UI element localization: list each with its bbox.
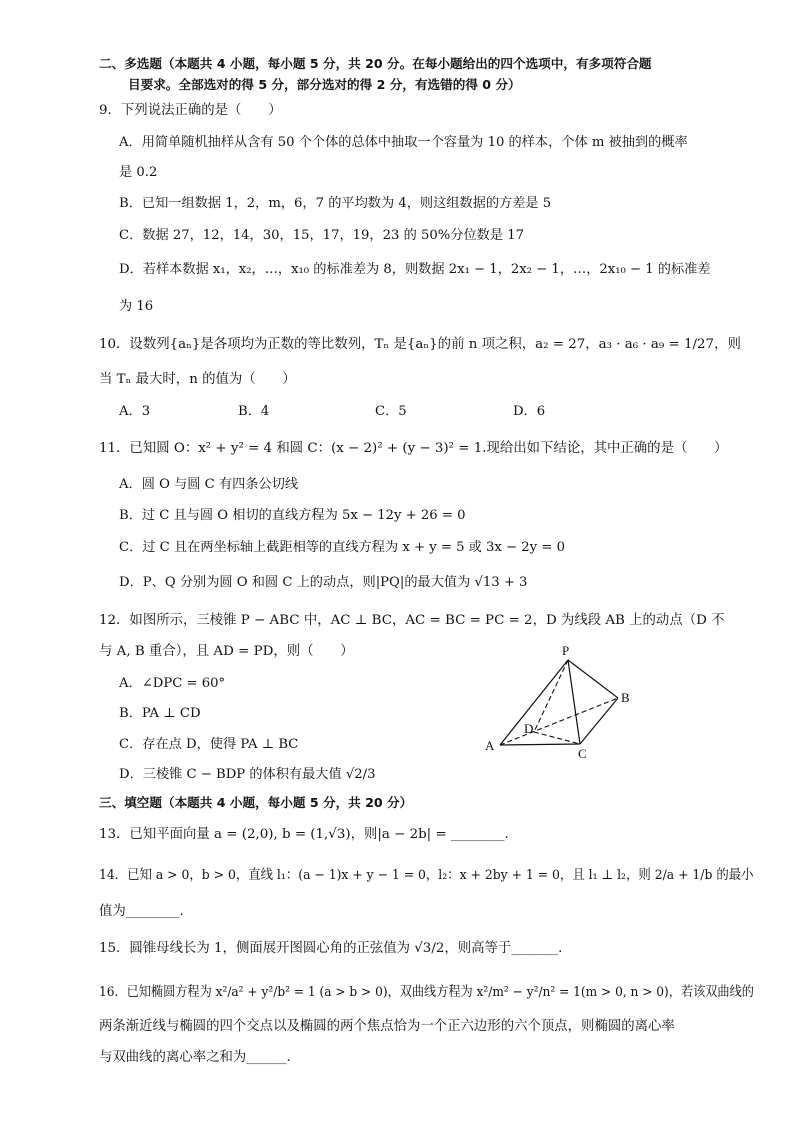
q16-stem-line2: 两条渐近线与椭圆的四个交点以及椭圆的两个焦点恰为一个正六边形的六个顶点，则椭圆的离心率 bbox=[99, 1019, 675, 1034]
q14-stem-line1: 14．已知 a > 0，b > 0，直线 l₁：(a − 1)x + y − 1 = 0，l₂：x + 2by + 1 = 0，且 l₁ ⊥ l₂，则 2/a + 1/b 的最小 bbox=[99, 868, 754, 883]
q12-stem-line2: 与 A, B 重合），且 AD = PD，则（ ） bbox=[99, 644, 354, 659]
q10-stem-line1: 10．设数列{aₙ}是各项均为正数的等比数列，Tₙ 是{aₙ}的前 n 项之积，a₂ = 27，a₃ · a₆ · a₉ = 1/27，则 bbox=[99, 337, 741, 352]
q12-stem-line1: 12．如图所示，三棱锥 P − ABC 中，AC ⊥ BC，AC = BC = PC = 2，D 为线段 AB 上的动点（D 不 bbox=[99, 613, 725, 628]
edge-ab bbox=[500, 698, 618, 745]
label-p: P bbox=[562, 643, 570, 658]
q9-option-a-line1: A．用简单随机抽样从含有 50 个个体的总体中抽取一个容量为 10 的样本，个体 m 被抽到的概率 bbox=[119, 135, 688, 150]
edge-dc bbox=[534, 732, 580, 744]
q16-stem-line1: 16．已知椭圆方程为 x²/a² + y²/b² = 1 (a > b > 0)，双曲线方程为 x²/m² − y²/n² = 1(m > 0, n > 0)，若该双曲线的 bbox=[99, 985, 754, 1000]
q12-option-b: B．PA ⊥ CD bbox=[119, 706, 201, 721]
q13-stem: 13．已知平面向量 a = (2,0), b = (1,√3)，则|a − 2b| = ________. bbox=[99, 827, 509, 842]
label-c: C bbox=[578, 746, 587, 761]
q9-option-d-line2: 为 16 bbox=[119, 299, 154, 314]
q9-option-b: B．已知一组数据 1，2，m，6，7 的平均数为 4，则这组数据的方差是 5 bbox=[119, 196, 552, 211]
q16-stem-line3: 与双曲线的离心率之和为______. bbox=[99, 1050, 291, 1065]
edge-pc bbox=[568, 660, 580, 744]
q11-option-d: D．P、Q 分别为圆 O 和圆 C 上的动点，则|PQ|的最大值为 √13 + 3 bbox=[119, 575, 528, 590]
q12-option-a: A．∠DPC = 60° bbox=[119, 676, 226, 691]
edge-pb bbox=[568, 660, 618, 698]
label-d: D bbox=[524, 721, 534, 736]
q11-option-b: B．过 C 且与圆 O 相切的直线方程为 5x − 12y + 26 = 0 bbox=[119, 508, 466, 523]
section2-header-line2: 目要求。全部选对的得 5 分，部分选对的得 2 分，有选错的得 0 分） bbox=[128, 77, 521, 92]
q11-option-c: C．过 C 且在两坐标轴上截距相等的直线方程为 x + y = 5 或 3x − 2y = 0 bbox=[119, 540, 565, 555]
pyramid-figure bbox=[470, 640, 640, 765]
label-b: B bbox=[621, 690, 630, 705]
q10-stem-line2: 当 Tₙ 最大时，n 的值为（ ） bbox=[99, 372, 296, 387]
q11-stem: 11．已知圆 O：x² + y² = 4 和圆 C：(x − 2)² + (y − 3)² = 1.现给出如下结论，其中正确的是（ ） bbox=[99, 441, 728, 456]
q9-option-d-line1: D．若样本数据 x₁，x₂，…，x₁₀ 的标准差为 8，则数据 2x₁ − 1，2x₂ − 1，…，2x₁₀ − 1 的标准差 bbox=[119, 262, 711, 277]
edge-ac bbox=[500, 744, 580, 745]
q10-option-c: C．5 bbox=[375, 404, 407, 419]
q12-option-d: D．三棱锥 C − BDP 的体积有最大值 √2/3 bbox=[119, 767, 376, 782]
section2-header-line1: 二、多选题（本题共 4 小题，每小题 5 分，共 20 分。在每小题给出的四个选项中，有多项符合题 bbox=[99, 56, 652, 71]
q9-option-c: C．数据 27，12，14，30，15，17，19，23 的 50%分位数是 17 bbox=[119, 228, 525, 243]
q9-option-a-line2: 是 0.2 bbox=[119, 165, 158, 180]
label-a: A bbox=[485, 738, 495, 753]
section3-header: 三、填空题（本题共 4 小题，每小题 5 分，共 20 分） bbox=[99, 795, 413, 810]
q11-option-a: A．圆 O 与圆 C 有四条公切线 bbox=[119, 477, 299, 492]
q15-stem: 15．圆锥母线长为 1，侧面展开图圆心角的正弦值为 √3/2，则高等于_______. bbox=[99, 941, 563, 956]
q12-option-c: C．存在点 D，使得 PA ⊥ BC bbox=[119, 737, 299, 752]
q10-option-a: A．3 bbox=[119, 404, 151, 419]
q9-stem: 9．下列说法正确的是（ ） bbox=[99, 103, 282, 118]
edge-cb bbox=[580, 698, 618, 744]
q14-stem-line2: 值为________. bbox=[99, 904, 184, 919]
q10-option-d: D．6 bbox=[513, 404, 546, 419]
q10-option-b: B．4 bbox=[238, 404, 270, 419]
